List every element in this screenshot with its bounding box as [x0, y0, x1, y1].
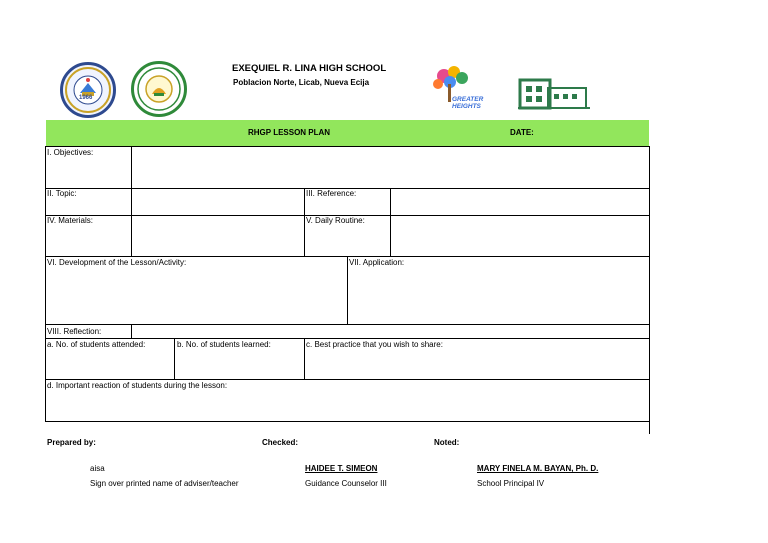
- checked-by-role: Guidance Counselor III: [305, 479, 387, 488]
- daily-routine-label: V. Daily Routine:: [306, 216, 365, 225]
- noted-label: Noted:: [434, 438, 460, 447]
- materials-label: IV. Materials:: [47, 216, 93, 225]
- date-label: DATE:: [510, 128, 534, 137]
- students-learned-label: b. No. of students learned:: [177, 340, 271, 349]
- prepared-by-label: Prepared by:: [47, 438, 96, 447]
- prepared-by-name: aisa: [90, 464, 105, 473]
- reflection-label: VIII. Reflection:: [47, 327, 102, 336]
- school-address: Poblacion Norte, Licab, Nueva Ecija: [233, 78, 370, 87]
- development-label: VI. Development of the Lesson/Activity:: [47, 258, 187, 267]
- students-attended-label: a. No. of students attended:: [47, 340, 146, 349]
- seal-year: 1966: [79, 95, 93, 101]
- lesson-plan-header-bar: [46, 120, 649, 146]
- school-seal-logo: [60, 62, 116, 118]
- school-building-logo: [518, 74, 590, 110]
- school-seal-icon: [63, 65, 113, 115]
- greater-heights-text: GREATER HEIGHTS: [452, 96, 484, 110]
- checked-by-name: HAIDEE T. SIMEON: [305, 464, 378, 473]
- school-name: EXEQUIEL R. LINA HIGH SCHOOL: [232, 63, 387, 74]
- building-icon: [518, 74, 590, 110]
- greater-heights-logo: [426, 62, 510, 114]
- application-label: VII. Application:: [349, 258, 405, 267]
- deped-seal-logo: [131, 61, 187, 117]
- best-practice-label: c. Best practice that you wish to share:: [306, 340, 443, 349]
- reference-label: III. Reference:: [306, 189, 357, 198]
- prepared-by-role: Sign over printed name of adviser/teacher: [90, 479, 239, 488]
- checked-label: Checked:: [262, 438, 299, 447]
- student-reaction-label: d. Important reaction of students during the lesson:: [47, 381, 228, 390]
- topic-label: II. Topic:: [47, 189, 77, 198]
- noted-by-name: MARY FINELA M. BAYAN, Ph. D.: [477, 464, 599, 473]
- noted-by-role: School Principal IV: [477, 479, 545, 488]
- lesson-plan-title: RHGP LESSON PLAN: [248, 128, 331, 137]
- objectives-label: I. Objectives:: [47, 148, 94, 157]
- deped-seal-icon: [134, 64, 184, 114]
